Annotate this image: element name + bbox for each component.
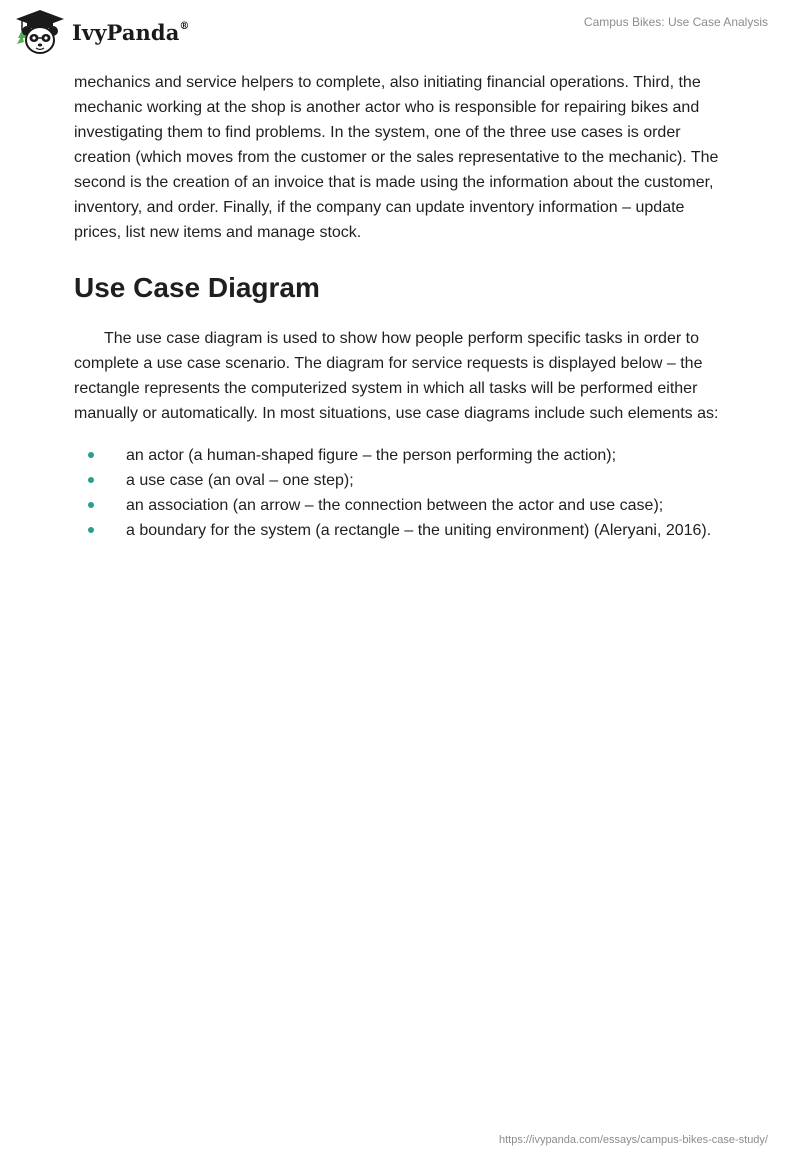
ivypanda-logo[interactable]: [14, 8, 190, 56]
essay-content: [74, 70, 734, 543]
list-item: a boundary for the system (a rectangle – the uniting environment) (Aleryani, 2016).: [74, 518, 734, 543]
list-item: an actor (a human-shaped figure – the person performing the action);: [74, 443, 734, 468]
panda-graduate-icon: [14, 8, 66, 56]
elements-list: [74, 443, 734, 543]
bullet-icon: [88, 502, 94, 508]
section-heading: Use Case Diagram: [74, 272, 320, 303]
list-item: an association (an arrow – the connection between the actor and use case);: [74, 493, 734, 518]
continuation-paragraph: mechanics and service helpers to complete, also initiating financial operations. Third, the mechanic working at the shop is another actor who is responsible for repairing bikes and investigating them to find problems. In the system, one of the three use cases is order creation (which moves from the customer or the sales representative to the mechanic). The second is the creation of an invoice that is made using the information about the customer, inventory, and order. Finally, if the company can update inventory information – update prices, list new items and manage stock.: [74, 74, 719, 241]
bullet-icon: [88, 527, 94, 533]
list-item: a use case (an oval – one step);: [74, 468, 734, 493]
running-title: Campus Bikes: Use Case Analysis: [583, 15, 768, 29]
brand-name: IvyPanda®: [72, 19, 190, 45]
page-header: [0, 0, 800, 66]
bullet-icon: [88, 477, 94, 483]
intro-paragraph: The use case diagram is used to show how people perform specific tasks in order to complete a use case scenario. The diagram for service requests is displayed below – the rectangle represents the computerized system in which all tasks will be performed either manually or automatically. In most situations, use case diagrams include such elements as:: [74, 330, 719, 422]
bullet-icon: [88, 452, 94, 458]
source-url-link[interactable]: https://ivypanda.com/essays/campus-bikes-case-study/: [498, 1134, 768, 1146]
